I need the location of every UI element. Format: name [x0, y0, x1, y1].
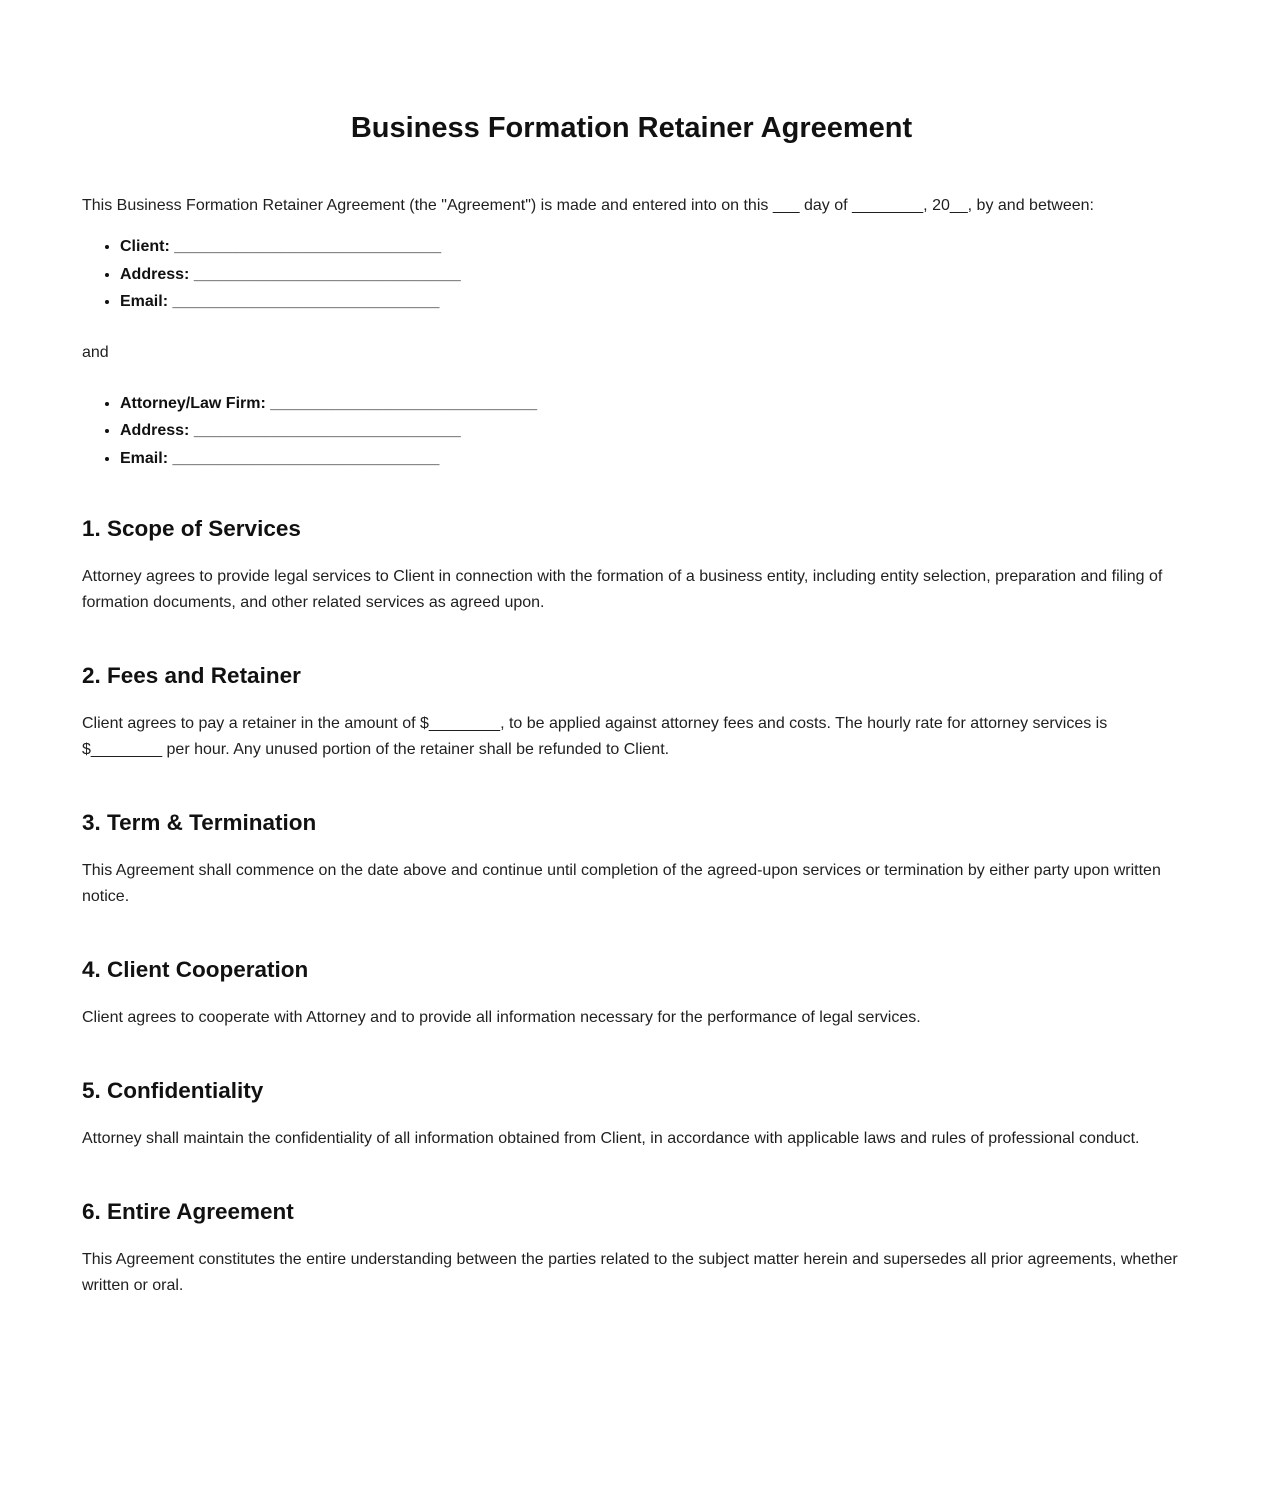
client-fields-list: [82, 233, 1181, 316]
section-heading: 2. Fees and Retainer: [82, 663, 301, 688]
list-item: [120, 390, 1181, 418]
list-item: [120, 288, 1181, 316]
section-paragraph: Client agrees to cooperate with Attorney and to provide all information necessary for the performance of legal services.: [82, 1009, 921, 1026]
section-heading: 1. Scope of Services: [82, 516, 301, 541]
section-paragraph: This Agreement constitutes the entire understanding between the parties related to the subject matter herein and supersedes all prior agreements, whether written or oral.: [82, 1251, 1178, 1294]
section-paragraph: Attorney agrees to provide legal services to Client in connection with the formation of a business entity, including entity selection, preparation and filing of formation documents, and other related services as agreed upon.: [82, 568, 1163, 611]
field-blank: ______________________________: [172, 293, 440, 310]
list-item: [120, 417, 1181, 445]
section-paragraph: This Agreement shall commence on the date above and continue until completion of the agreed-upon services or termination by either party upon written notice.: [82, 862, 1161, 905]
intro-paragraph: This Business Formation Retainer Agreement (the "Agreement") is made and entered into on this ___ day of ________, 20__, by and between:: [82, 197, 1094, 214]
field-label: Address:: [120, 422, 190, 439]
section-heading: 4. Client Cooperation: [82, 957, 309, 982]
field-label: Attorney/Law Firm:: [120, 394, 266, 412]
field-blank: ______________________________: [270, 394, 538, 412]
field-label: Email:: [120, 293, 169, 310]
field-label: Email:: [120, 449, 169, 467]
field-blank: ______________________________: [172, 449, 440, 467]
section-heading: 6. Entire Agreement: [82, 1199, 294, 1224]
section-paragraph: Client agrees to pay a retainer in the amount of $________, to be applied against attorney fees and costs. The hourly rate for attorney services is $________ per hour. Any unused portion of the retainer shall be refunded to Client.: [82, 715, 1108, 758]
attorney-fields-list: [82, 390, 1181, 473]
field-label: Client:: [120, 238, 170, 255]
list-item: [120, 233, 1181, 261]
field-blank: ______________________________: [193, 422, 461, 439]
list-item: [120, 261, 1181, 289]
field-label: Address:: [120, 265, 190, 283]
field-blank: ______________________________: [193, 265, 461, 283]
connector-text: and: [82, 343, 109, 361]
document-title: Business Formation Retainer Agreement: [350, 112, 913, 144]
section-heading: 5. Confidentiality: [82, 1078, 264, 1103]
section-paragraph: Attorney shall maintain the confidentiality of all information obtained from Client, in accordance with applicable laws and rules of professional conduct.: [82, 1130, 1140, 1147]
section-heading: 3. Term & Termination: [82, 810, 317, 835]
field-blank: ______________________________: [174, 238, 442, 255]
list-item: [120, 445, 1181, 473]
